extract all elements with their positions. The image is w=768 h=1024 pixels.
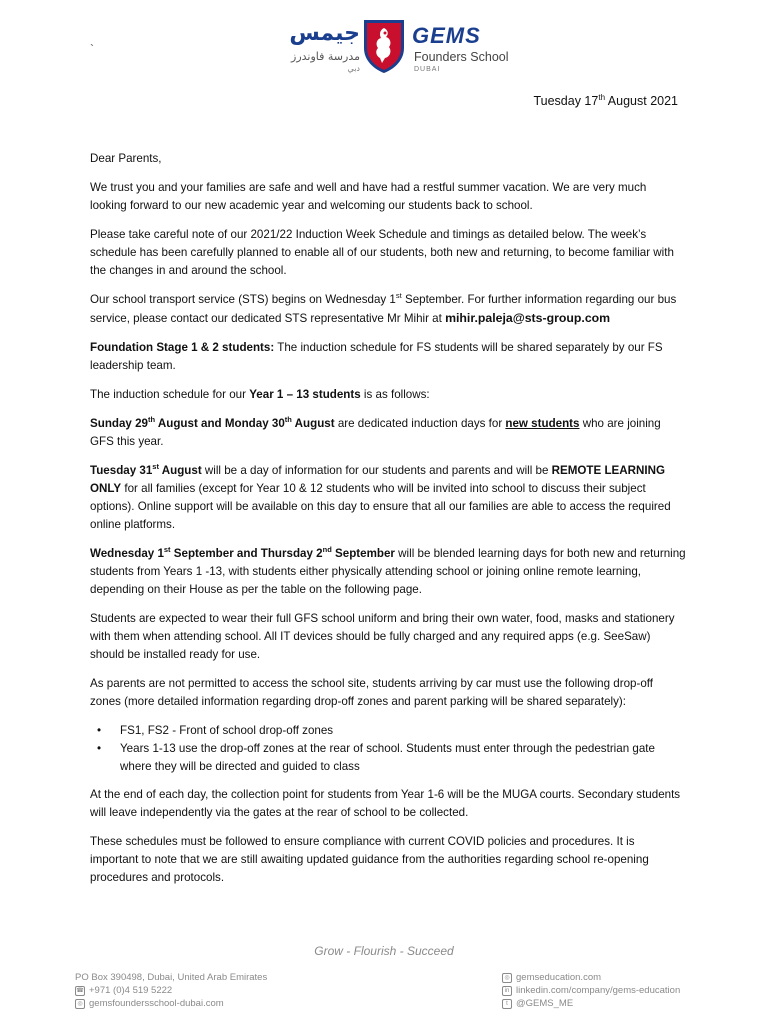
list-item: [90, 722, 686, 740]
remote-learning-emphasis: REMOTE LEARNING ONLY: [90, 464, 666, 495]
paragraph-induction-intro: [90, 386, 686, 404]
letter-date: [533, 93, 678, 108]
greeting: Dear Parents,: [90, 152, 162, 165]
sts-email-link[interactable]: mihir.paleja@sts-group.com: [445, 311, 611, 325]
logo-city: DUBAI: [414, 66, 441, 73]
paragraph-transport: [90, 291, 686, 328]
intro-text-2: is as follows:: [360, 388, 430, 401]
date-prefix: Tuesday 17: [533, 94, 599, 109]
footer-edu-row: [502, 971, 680, 984]
new-students-text-2: who are joining GFS this year.: [90, 417, 661, 448]
footer-phone-row: [75, 984, 267, 997]
footer-twitter-row: [502, 997, 680, 1010]
list-item: [90, 740, 686, 776]
footer-website-row: [75, 997, 267, 1010]
footer-social: [502, 971, 680, 1010]
date-suffix: August 2021: [605, 94, 678, 109]
stray-mark: `: [90, 42, 94, 56]
intro-text: The induction schedule for our: [90, 388, 250, 401]
footer-linkedin-link[interactable]: linkedin.com/company/gems-education: [516, 985, 681, 996]
paragraph-welcome: We trust you and your families are safe and well and have had a restful summer vacation. We are very much looking forward to our new academic year and welcoming our students back to school.: [90, 181, 647, 212]
footer-edu-link[interactable]: gemseducation.com: [516, 972, 602, 983]
logo-arabic-subtitle: مدرسة فاوندرز: [291, 50, 360, 63]
paragraph-uniform: Students are expected to wear their full GFS school uniform and bring their own water, food, masks and stationery with them when attending school. All IT devices should be fully charged and any required apps (e.g. SeeSaw) should be installed ready for use.: [90, 612, 675, 661]
remote-day-date: Tuesday 31st August: [90, 462, 202, 477]
foundation-text: The induction schedule for FS students will be shared separately by our FS leadership team.: [90, 341, 663, 372]
footer-tagline: Grow - Flourish - Succeed: [314, 944, 454, 958]
bullet-icon: •: [97, 742, 102, 755]
paragraph-drop-off: As parents are not permitted to access the school site, students arriving by car must use the following drop-off zones (more detailed information regarding drop-off zones and parent parking will be shared separately):: [90, 677, 654, 708]
blended-days-dates: Wednesday 1st September and Thursday 2nd September: [90, 545, 395, 560]
bullet-icon: •: [97, 724, 102, 737]
blended-days-text: will be blended learning days for both new and returning students from Years 1 -13, with students either physically attending school or joining online remote learning, depending on their House as per the table on the following page.: [90, 547, 686, 596]
twitter-icon: t: [502, 999, 512, 1009]
paragraph-covid: These schedules must be followed to ensure compliance with current COVID policies and procedures. It is important to note that we are still awaiting updated guidance from the authorities regarding school re-opening procedures and protocols.: [90, 835, 649, 884]
paragraph-schedule-note: Please take careful note of our 2021/22 Induction Week Schedule and timings as detailed below. The week’s schedule has been carefully planned to enable all of our students, both new and returning, to become familiar with the changes in and around the school.: [90, 228, 674, 277]
school-crest-icon: [362, 18, 406, 74]
paragraph-collection: At the end of each day, the collection point for students from Year 1-6 will be the MUGA courts. Secondary students will leave independently via the gates at the rear of school to be collected.: [90, 788, 681, 819]
remote-day-text-2: for all families (except for Year 10 & 12 students who will be invited into school to discuss their subject options). Online support will be available on this day to ensure that all our families are able to access the required online platforms.: [90, 482, 671, 531]
new-students-text: are dedicated induction days for: [334, 417, 506, 430]
foundation-heading: Foundation Stage 1 & 2 students:: [90, 341, 275, 354]
footer-linkedin-row: [502, 984, 680, 997]
transport-text: Our school transport service (STS) begins on Wednesday 1: [90, 293, 396, 306]
logo-brand: GEMS: [412, 23, 481, 48]
new-students-dates: Sunday 29th August and Monday 30th August: [90, 415, 335, 430]
logo-arabic-city: دبي: [347, 64, 360, 73]
phone-icon: ☎: [76, 987, 84, 994]
new-students-emphasis: new students: [505, 417, 580, 430]
transport-text-2: September. For further information regarding our bus service, please contact our dedicated STS representative Mr Mihir at: [90, 293, 677, 325]
remote-day-text: will be a day of information for our students and parents and will be: [201, 464, 552, 477]
list-item-text: Years 1-13 use the drop-off zones at the rear of school. Students must enter through the pedestrian gate where they will be directed and guided to class: [120, 742, 655, 773]
globe-icon: ◎: [75, 999, 85, 1009]
footer-address: PO Box 390498, Dubai, United Arab Emirates: [75, 972, 268, 983]
paragraph-new-students: [90, 415, 686, 451]
linkedin-icon: in: [502, 986, 512, 996]
paragraph-remote-day: [90, 462, 686, 534]
globe-icon: ◎: [502, 973, 512, 983]
list-item-text: FS1, FS2 - Front of school drop-off zones: [120, 724, 334, 737]
paragraph-blended-days: [90, 545, 686, 599]
footer-website-link[interactable]: gemsfoundersschool-dubai.com: [89, 998, 224, 1009]
footer-twitter-link[interactable]: @GEMS_ME: [516, 998, 574, 1009]
year-range: Year 1 – 13 students: [249, 388, 361, 401]
paragraph-foundation: [90, 339, 686, 375]
logo-school-name: Founders School: [414, 50, 509, 64]
drop-off-list: [90, 722, 686, 776]
footer-contact: [75, 971, 267, 1010]
date-ordinal: th: [598, 93, 606, 102]
logo-arabic-name: جيمس: [289, 21, 360, 46]
school-logo: [262, 14, 508, 86]
ordinal: st: [395, 291, 402, 301]
letter-body: [90, 150, 686, 898]
footer-phone[interactable]: +971 (0)4 519 5222: [89, 985, 173, 996]
